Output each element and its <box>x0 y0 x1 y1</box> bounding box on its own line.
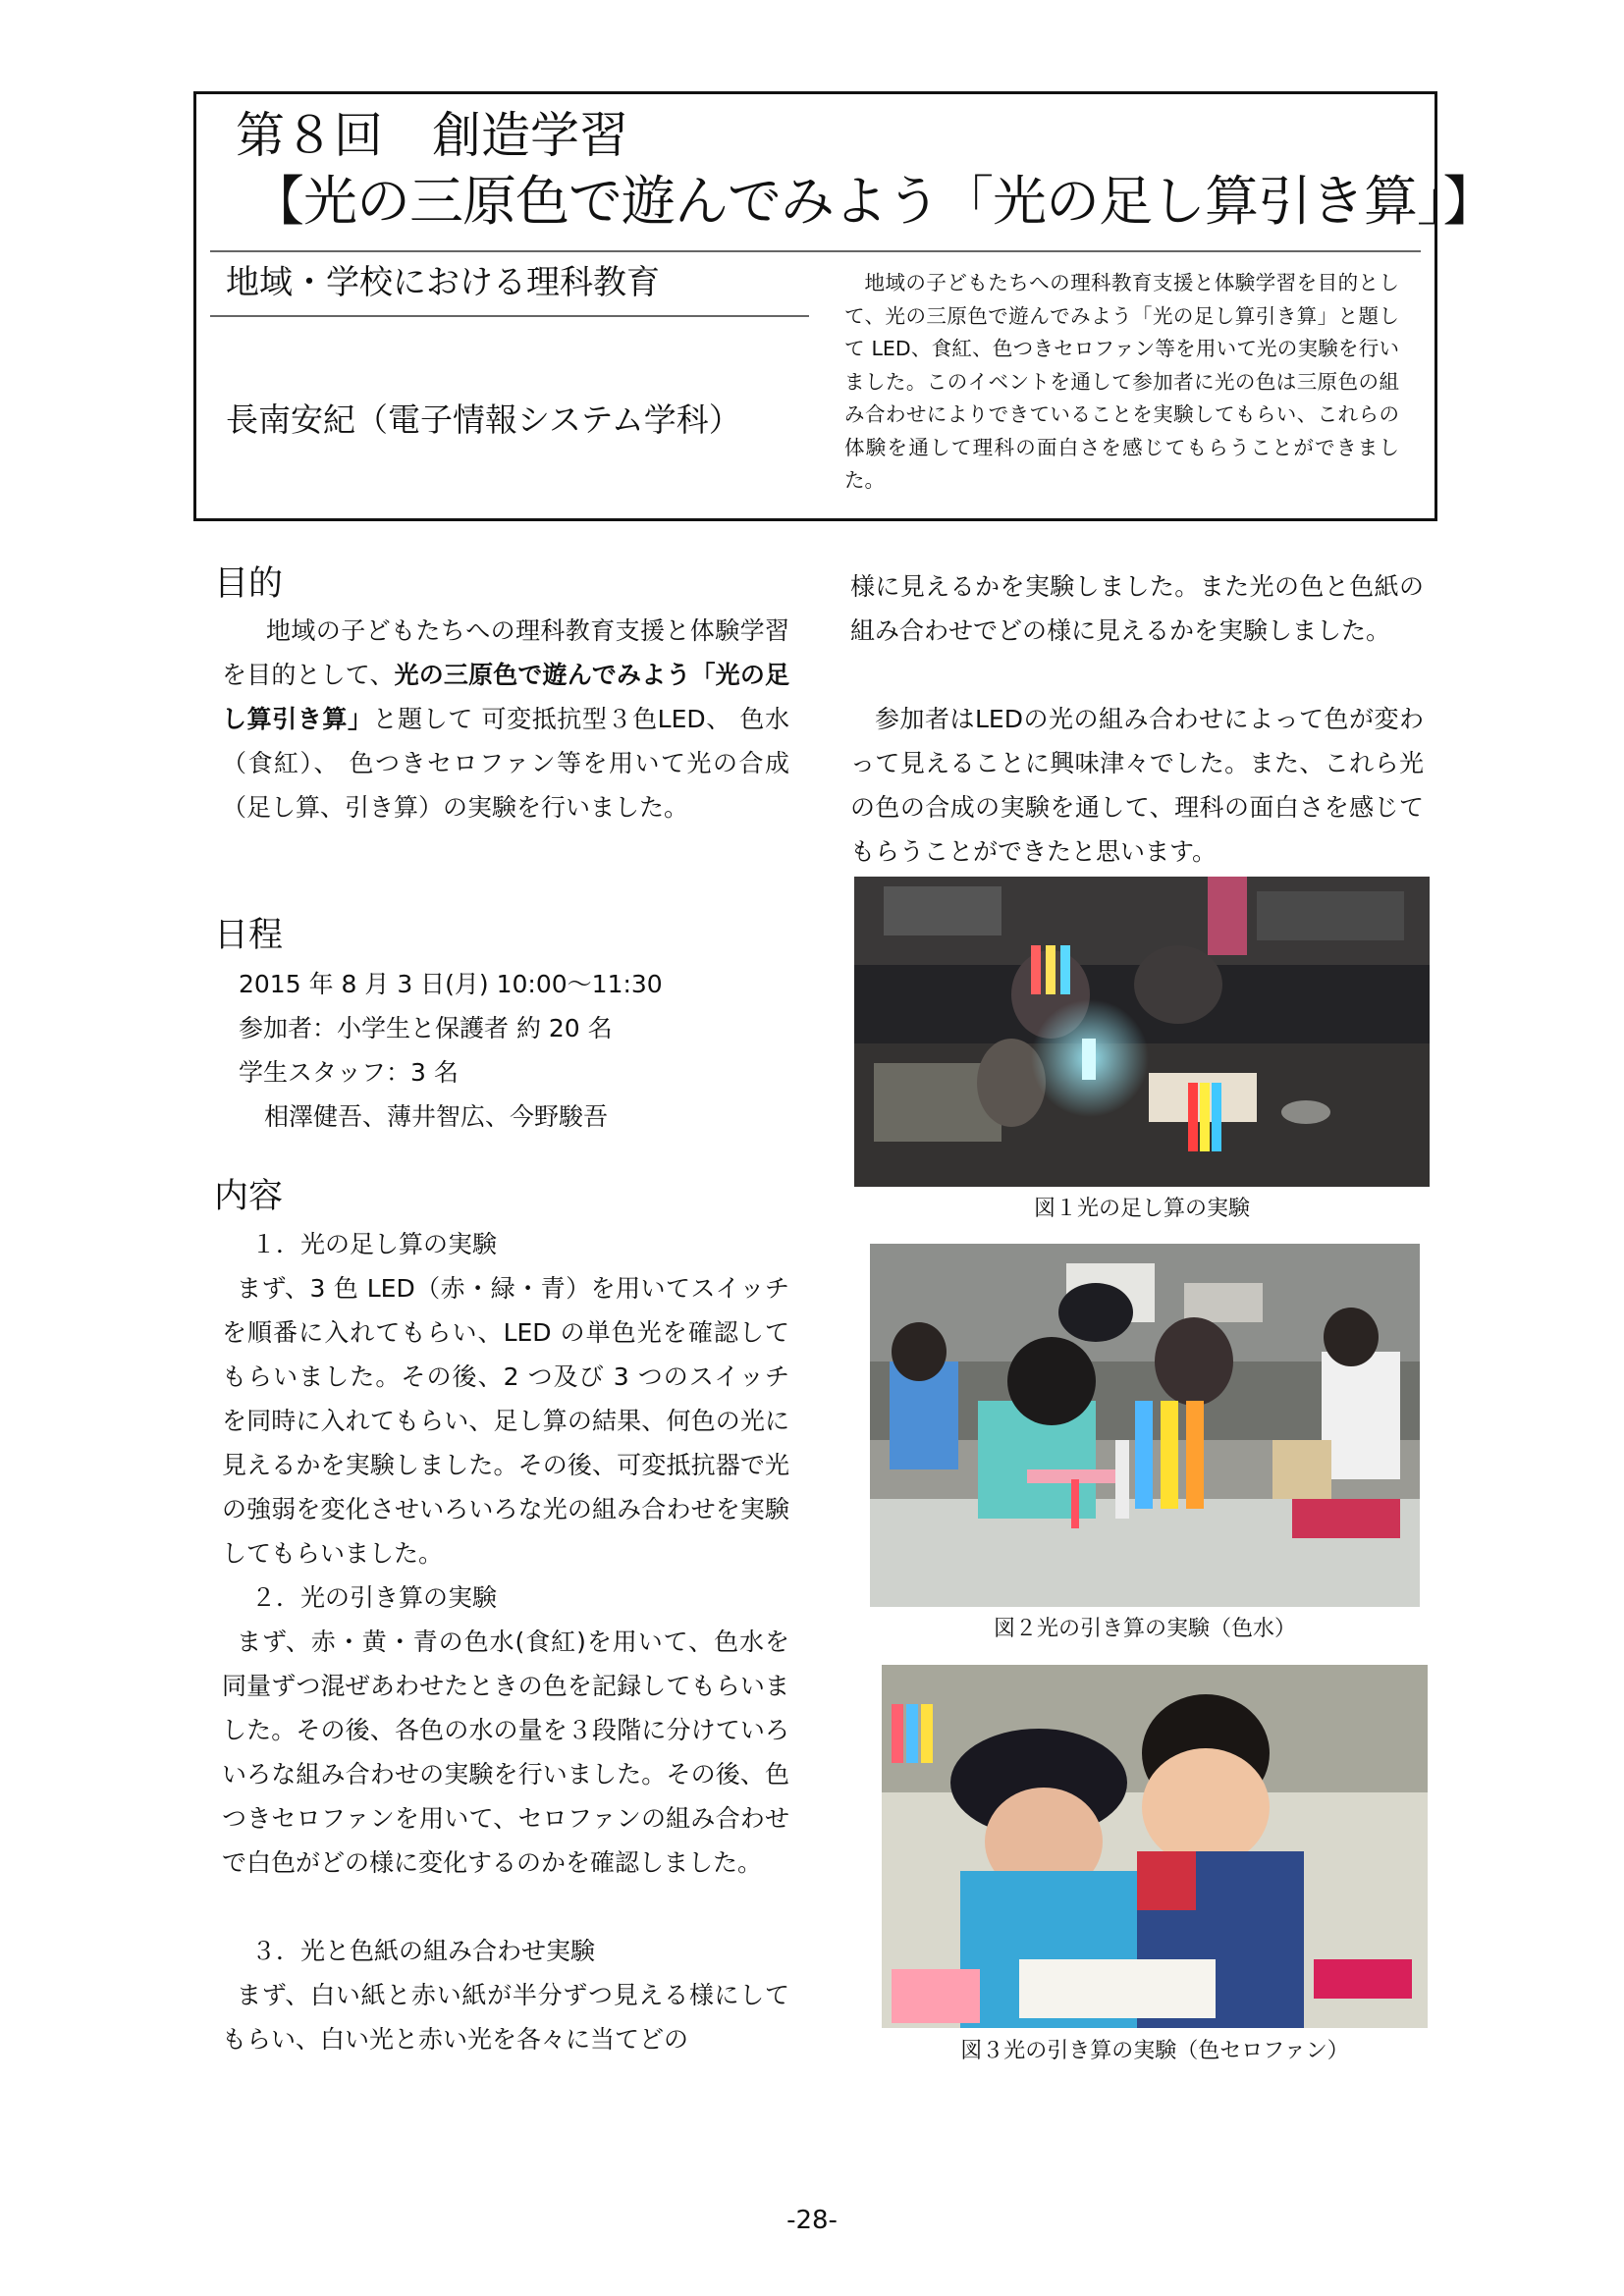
figure-2-illustration <box>870 1244 1420 1607</box>
figure-1-photo <box>854 877 1430 1187</box>
event-subtitle: 【光の三原色で遊んでみよう「光の足し算引き算」】 <box>250 170 1496 233</box>
research-field: 地域・学校における理科教育 <box>226 263 660 302</box>
figure-2-caption: 図２光の引き算の実験（色水） <box>993 1617 1296 1641</box>
field-divider <box>210 315 809 317</box>
event-title: 第８回 創造学習 <box>236 107 628 164</box>
experiment-3-text: まず、白い紙と赤い紙が半分ずつ見える様にしてもらい、白い光と赤い光を各々に当てどの <box>222 1981 789 2054</box>
content-heading: 内容 <box>214 1177 284 1216</box>
experiment-3-text-cont: 様に見えるかを実験しました。また光の色と色紙の組み合わせでどの様に見えるかを実験しました。 <box>850 572 1424 645</box>
experiment-2-heading: ２．光の引き算の実験 <box>251 1583 498 1612</box>
conclusion-text: 参加者はLEDの光の組み合わせによって色が変わって見えることに興味津々でした。また、これら光の色の合成の実験を通して、理科の面白さを感じてもらうことができたと思います。 <box>850 705 1424 866</box>
experiment-3-heading: ３．光と色紙の組み合わせ実験 <box>251 1937 596 1965</box>
experiment-1-text: まず、3 色 LED（赤・緑・青）を用いてスイッチを順番に入れてもらい、LED の単色光を確認してもらいました。その後、2 つ及び 3 つのスイッチを同時に入れてもらい、足し算の結果、何色の光に見えるかを実験しました。その後、可変抵抗器で光の強弱を変化させいろいろな光の組み合わせを実験してもらいました。 <box>222 1274 789 1568</box>
schedule-date: 2015 年 8 月 3 日(月) 10:00～11:30 <box>239 970 663 998</box>
figure-2-photo <box>870 1244 1420 1607</box>
author: 長南安紀（電子情報システム学科） <box>226 400 741 439</box>
schedule-staff-names: 相澤健吾、薄井智広、今野駿吾 <box>264 1102 609 1131</box>
schedule-participants: 参加者：小学生と保護者 約 20 名 <box>239 1014 613 1042</box>
schedule-staff: 学生スタッフ：3 名 <box>239 1058 459 1087</box>
experiment-2-text: まず、赤・黄・青の色水(食紅)を用いて、色水を同量ずつ混ぜあわせたときの色を記録してもらいました。その後、各色の水の量を３段階に分けていろいろな組み合わせの実験を行いました。その後、色つきセロファンを用いて、セロファンの組み合わせで白色がどの様に変化するのかを確認しました。 <box>222 1628 789 1877</box>
figure-3-caption: 図３光の引き算の実験（色セロファン） <box>960 2039 1349 2063</box>
figure-3-photo <box>882 1665 1428 2028</box>
purpose-bold-title: 光の三原色で遊んでみよう「光の足し算引き算」 <box>222 661 789 733</box>
figure-3-illustration <box>882 1665 1428 2028</box>
experiment-1-heading: １．光の足し算の実験 <box>251 1230 498 1258</box>
header-divider <box>210 250 1421 252</box>
abstract: 地域の子どもたちへの理科教育支援と体験学習を目的として、光の三原色で遊んでみよう「光の足し算引き算」と題して LED、食紅、色つきセロファン等を用いて光の実験を行いました。このイベントを通して参加者に光の色は三原色の組み合わせによりできていることを実験してもらい、これらの体験を通して理科の面白さを感じてもらうことができました。 <box>844 271 1399 492</box>
schedule-heading: 日程 <box>214 916 284 955</box>
purpose-heading: 目的 <box>214 564 284 604</box>
purpose-text: 地域の子どもたちへの理科教育支援と体験学習を目的として、光の三原色で遊んでみよう「光の足し算引き算」と題して 可変抵抗型３色LED、 色水（食紅）、 色つきセロファン等を用いて光の合成（足し算、引き算）の実験を行いました。 <box>222 616 789 822</box>
figure-1-caption: 図１光の足し算の実験 <box>1033 1197 1250 1221</box>
page-number: -28- <box>786 2206 838 2235</box>
figure-1-illustration <box>854 877 1430 1187</box>
